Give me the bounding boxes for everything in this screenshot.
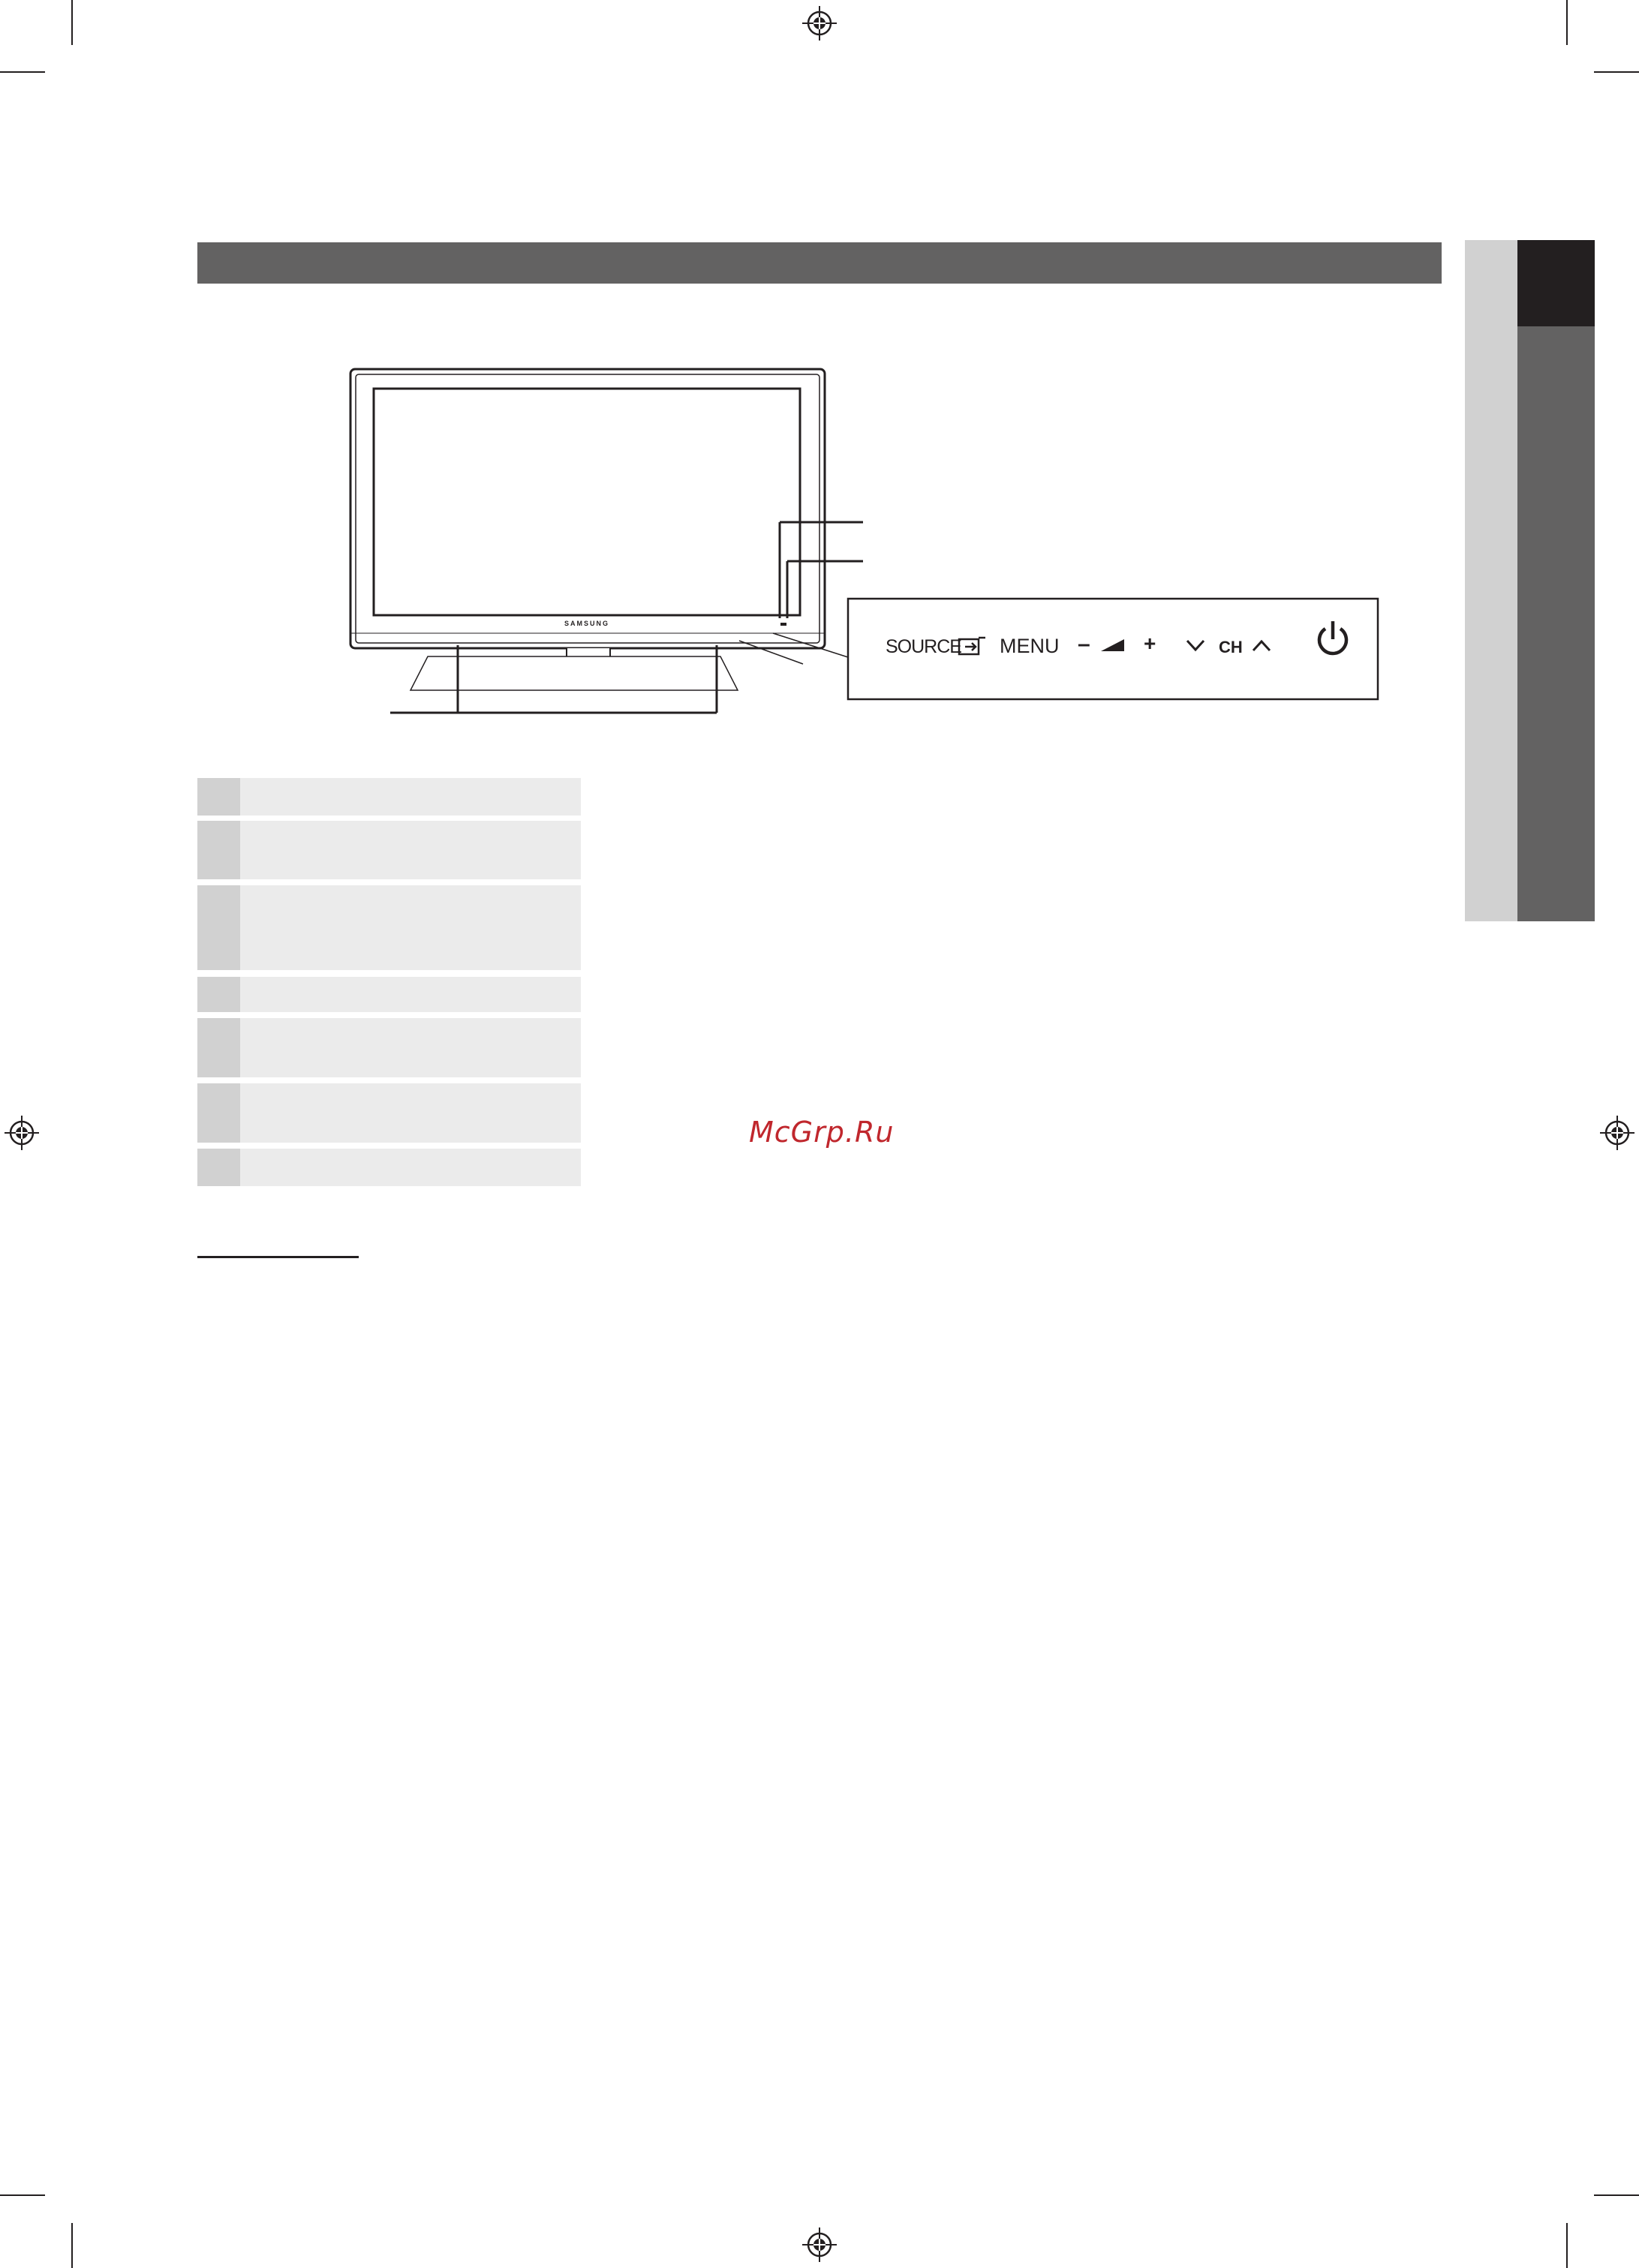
source-button-label: SOURCE — [886, 636, 961, 657]
chapter-tab-dark — [1517, 326, 1595, 921]
crop-mark — [1566, 0, 1568, 45]
chapter-tab-number-block — [1517, 240, 1595, 326]
registration-mark-icon — [802, 2227, 837, 2262]
table-row — [197, 977, 581, 1012]
crop-mark — [71, 2223, 73, 2268]
crop-mark — [1594, 71, 1639, 73]
crop-mark — [1594, 2194, 1639, 2196]
row-number-cell — [197, 778, 240, 816]
table-row — [197, 1083, 581, 1143]
crop-mark — [0, 71, 45, 73]
row-number-cell — [197, 1083, 240, 1143]
table-row — [197, 778, 581, 816]
registration-mark-icon — [1600, 1116, 1634, 1150]
table-row — [197, 885, 581, 970]
registration-mark-icon — [802, 6, 837, 41]
row-number-cell — [197, 1149, 240, 1186]
watermark-text: McGrp.Ru — [749, 1116, 895, 1149]
table-row — [197, 1018, 581, 1077]
volume-plus-label: + — [1144, 632, 1156, 655]
tv-screen — [374, 389, 800, 615]
table-row — [197, 1149, 581, 1186]
heading-underline-rule — [197, 1256, 359, 1258]
channel-label: CH — [1219, 638, 1243, 656]
crop-mark — [0, 2194, 45, 2196]
table-row — [197, 821, 581, 879]
tv-front-illustration — [330, 360, 1396, 750]
crop-mark — [71, 0, 73, 45]
row-number-cell — [197, 821, 240, 879]
chapter-tab-light — [1465, 240, 1517, 921]
row-number-cell — [197, 1018, 240, 1077]
tv-brand-logo: SAMSUNG — [564, 620, 610, 627]
crop-mark — [1566, 2223, 1568, 2268]
volume-minus-label: – — [1078, 632, 1090, 656]
row-number-cell — [197, 885, 240, 970]
power-indicator — [780, 623, 786, 626]
menu-button-label: MENU — [1000, 635, 1060, 657]
registration-mark-icon — [5, 1116, 39, 1150]
tv-stand-base — [411, 656, 738, 690]
section-header-bar — [197, 242, 1442, 284]
row-number-cell — [197, 977, 240, 1012]
